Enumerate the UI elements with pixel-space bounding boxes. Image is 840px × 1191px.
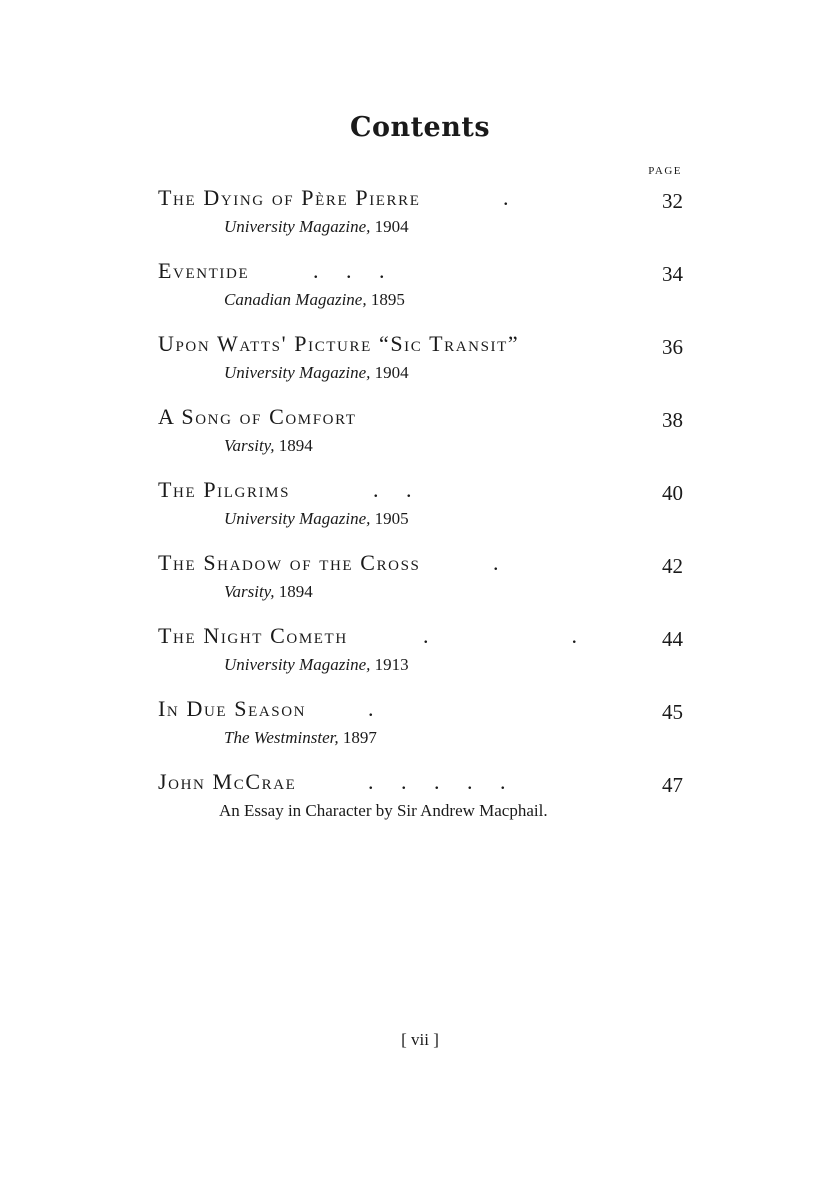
toc-entry[interactable] (158, 769, 683, 821)
dot-leader: . . (373, 477, 412, 502)
dot-leader: . (368, 696, 374, 721)
entry-page-number: 44 (662, 627, 683, 651)
source-publication: University Magazine, (224, 363, 371, 382)
dot-leader: . (503, 185, 509, 210)
page-column-label: PAGE (648, 165, 682, 177)
entry-page-number: 45 (662, 700, 683, 724)
toc-entry[interactable] (158, 550, 683, 602)
entry-page-number: 36 (662, 335, 683, 359)
entry-title[interactable]: The Shadow of the Cross (158, 550, 421, 575)
dot-leader: . . . (313, 258, 385, 283)
toc-entry[interactable] (158, 331, 683, 383)
source-publication: Canadian Magazine, (224, 290, 367, 309)
entry-title[interactable]: John McCrae (158, 769, 297, 794)
entry-source (158, 290, 683, 310)
page-folio: [ vii ] (401, 1030, 439, 1049)
toc-entry[interactable] (158, 696, 683, 748)
source-year: 1904 (374, 217, 409, 236)
entry-page-number: 32 (662, 189, 683, 213)
entry-source (158, 582, 683, 602)
dot-leader: . . (423, 623, 577, 648)
entry-title[interactable]: The Dying of Père Pierre (158, 185, 421, 210)
entry-description: An Essay in Character by Sir Andrew Macphail. (219, 801, 548, 820)
toc-entry[interactable] (158, 258, 683, 310)
page-title: Contents (349, 112, 491, 143)
toc-entry[interactable] (158, 477, 683, 529)
entry-source (158, 728, 683, 748)
entry-source (158, 509, 683, 529)
source-year: 1895 (370, 290, 405, 309)
entry-source (158, 217, 683, 237)
toc-entry[interactable] (158, 185, 683, 237)
entry-page-number: 42 (662, 554, 683, 578)
dot-leader: . . . . . (368, 769, 506, 794)
source-publication: University Magazine, (224, 655, 371, 674)
entry-source (158, 655, 683, 675)
source-publication: The Westminster, (224, 728, 339, 747)
source-publication: Varsity, (224, 582, 275, 601)
source-year: 1897 (342, 728, 377, 747)
entry-source (158, 363, 683, 383)
source-publication: University Magazine, (224, 217, 371, 236)
entry-source (158, 436, 683, 456)
source-publication: Varsity, (224, 436, 275, 455)
entry-page-number: 38 (662, 408, 683, 432)
source-year: 1913 (374, 655, 409, 674)
source-year: 1894 (278, 582, 313, 601)
entry-page-number: 40 (662, 481, 683, 505)
entry-title[interactable]: A Song of Comfort (158, 404, 357, 429)
entry-title[interactable]: The Pilgrims (158, 477, 291, 502)
toc-entry[interactable] (158, 623, 683, 675)
source-year: 1905 (374, 509, 409, 528)
source-year: 1904 (374, 363, 409, 382)
entry-page-number: 47 (662, 773, 683, 797)
source-publication: University Magazine, (224, 509, 371, 528)
entry-title[interactable]: In Due Season (158, 696, 307, 721)
dot-leader: . (493, 550, 499, 575)
entry-title[interactable]: The Night Cometh (158, 623, 348, 648)
toc-entry[interactable] (158, 404, 683, 456)
entry-title[interactable]: Eventide (158, 258, 250, 283)
source-year: 1894 (278, 436, 313, 455)
entry-page-number: 34 (662, 262, 683, 286)
entry-title[interactable]: Upon Watts' Picture “Sic Transit” (158, 331, 520, 356)
